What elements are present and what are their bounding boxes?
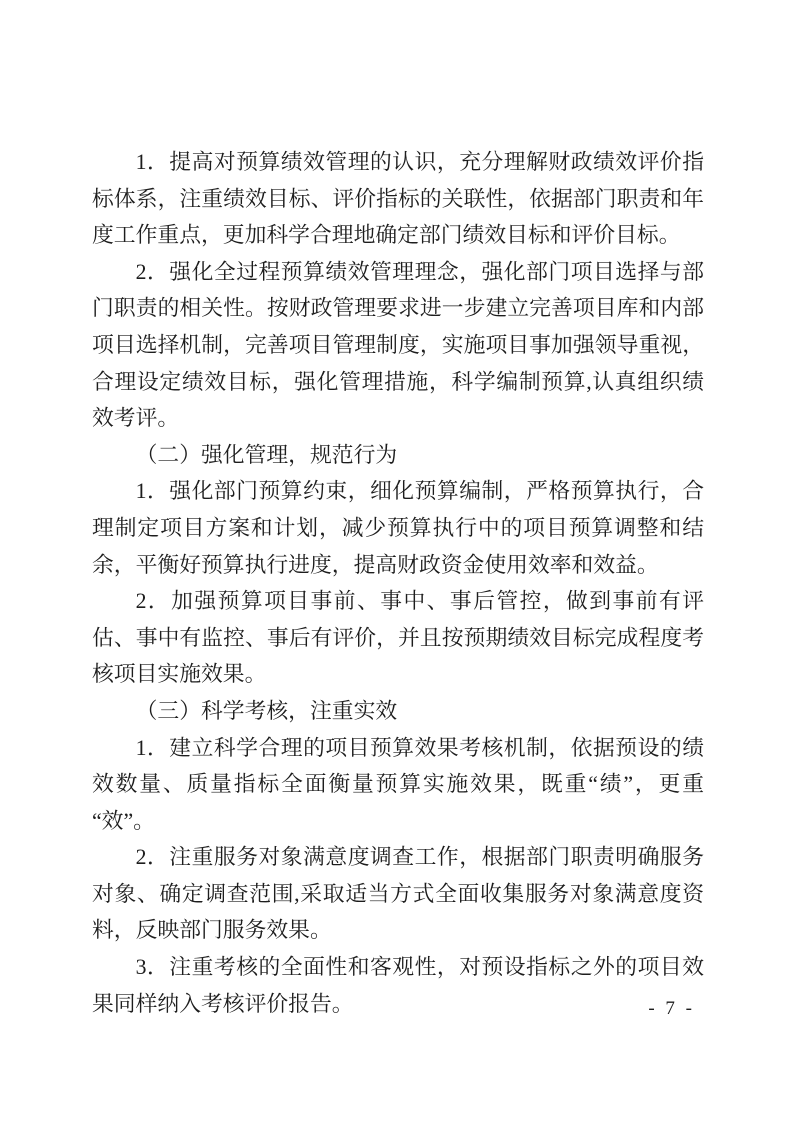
paragraph: 1．强化部门预算约束，细化预算编制，严格预算执行，合理制定项目方案和计划，减少预算执行中的项目预算调整和结余，平衡好预算执行进度，提高财政资金使用效率和效益。 [92,479,704,577]
section-heading: （二）强化管理，规范行为 [135,442,398,467]
paragraph: 3．注重考核的全面性和客观性，对预设指标之外的项目效果同样纳入考核评价报告。 [92,955,704,1016]
document-body [92,144,704,1022]
paragraph: 1．建立科学合理的项目预算效果考核机制，依据预设的绩效数量、质量指标全面衡量预算实施效果，既重“绩”，更重“效”。 [92,735,704,833]
paragraph: 2．加强预算项目事前、事中、事后管控，做到事前有评估、事中有监控、事后有评价，并且按预期绩效目标完成程度考核项目实施效果。 [92,589,704,687]
paragraph: 2．注重服务对象满意度调查工作，根据部门职责明确服务对象、确定调查范围,采取适当方式全面收集服务对象满意度资料，反映部门服务效果。 [92,845,704,943]
page-number: - 7 - [648,998,695,1019]
paragraph: 2．强化全过程预算绩效管理理念，强化部门项目选择与部门职责的相关性。按财政管理要求进一步建立完善项目库和内部项目选择机制，完善项目管理制度，实施项目事加强领导重视，合理设定绩效目标，强化管理措施，科学编制预算,认真组织绩效考评。 [92,259,704,431]
section-heading: （三）科学考核，注重实效 [135,698,398,723]
paragraph: 1．提高对预算绩效管理的认识，充分理解财政绩效评价指标体系，注重绩效目标、评价指标的关联性，依据部门职责和年度工作重点，更加科学合理地确定部门绩效目标和评价目标。 [92,150,704,248]
